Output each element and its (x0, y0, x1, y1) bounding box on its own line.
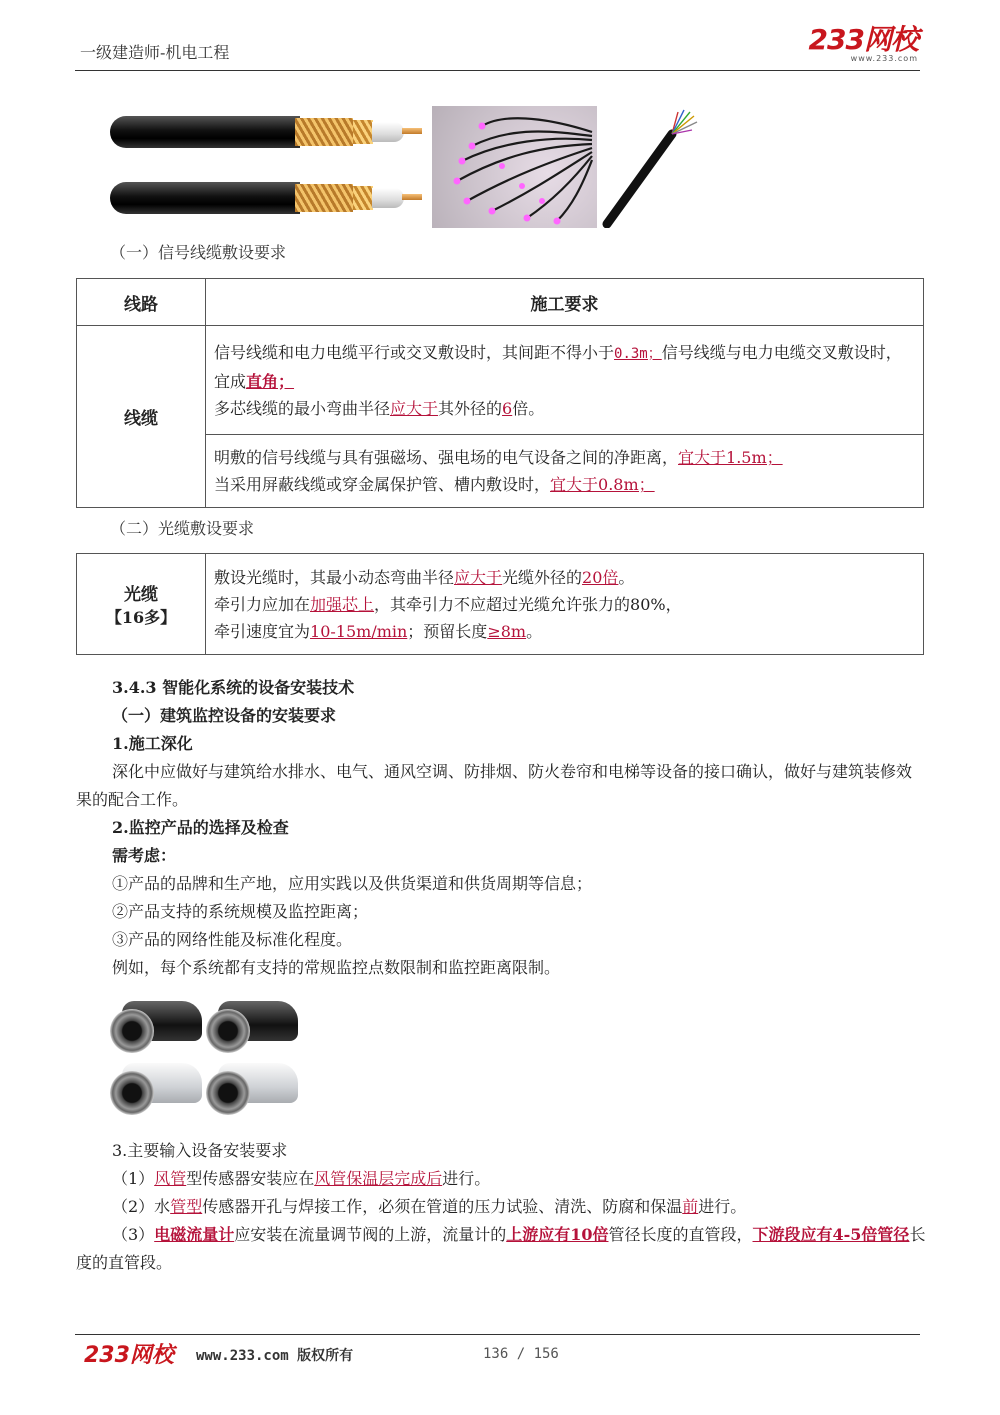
section-heading-343: 3.4.3 智能化系统的设备安装技术 (112, 678, 355, 697)
key-value: 宜大于1.5m； (678, 448, 783, 467)
key-value: 6 (502, 398, 513, 418)
list-item: （1）风管型传感器安装应在风管保温层完成后进行。 (112, 1169, 491, 1188)
cell-text: 倍。 (512, 398, 545, 418)
cell-text: 光缆外径的 (502, 567, 583, 587)
key-value: ≥8m (487, 621, 527, 641)
footer-logo: 233网校 (84, 1343, 174, 1368)
row-label-optic (77, 554, 206, 655)
key-value: 20倍 (582, 567, 619, 587)
cell-text: 信号线缆和电力电缆平行或交叉敷设时，其间距不得小于 (214, 342, 615, 362)
cell-text: 敷设光缆时，其最小动态弯曲半径 (214, 567, 455, 587)
subsection-heading: （一）建筑监控设备的安装要求 (112, 706, 337, 725)
column-header-route: 线路 (77, 279, 206, 326)
page-number: 136 / 156 (483, 1346, 559, 1362)
table-cell (206, 326, 924, 435)
camera-images (110, 995, 305, 1120)
cable-images (110, 106, 710, 228)
item-heading: 3.主要输入设备安装要求 (112, 1141, 288, 1160)
camera-image (110, 995, 202, 1055)
key-value: 前 (682, 1197, 699, 1216)
key-value: 加强芯上 (310, 594, 375, 614)
column-header-requirements: 施工要求 (206, 279, 924, 326)
key-value: 应大于 (454, 567, 503, 587)
cell-text: ；预留长度 (407, 621, 488, 641)
list-item: （3）电磁流量计应安装在流量调节阀的上游，流量计的上游应有10倍管径长度的直管段，下游段应有4-5倍管径长度的直管段。 (76, 1225, 926, 1272)
paragraph: 深化中应做好与建筑给水排水、电气、通风空调、防排烟、防火卷帘和电梯等设备的接口确认，做好与建筑装修效果的配合工作。 (76, 762, 913, 809)
table-cell (206, 435, 924, 508)
key-value: 宜大于0.8m； (550, 475, 655, 494)
body-content (76, 674, 926, 1277)
key-value: 下游段应有4-5倍管径 (752, 1225, 910, 1244)
camera-image (206, 995, 298, 1055)
footer-copyright: www.233.com 版权所有 (196, 1348, 354, 1364)
key-value: 风管保温层完成后 (314, 1169, 443, 1188)
item-heading: 1.施工深化 (112, 734, 193, 753)
key-value: 10-15m/min (310, 621, 408, 641)
cell-text: 牵引速度宜为 (214, 621, 311, 641)
header-divider (75, 70, 920, 71)
cell-text: 明敷的信号线缆与具有强磁场、强电场的电气设备之间的净距离， (214, 448, 679, 467)
key-value: 上游应有10倍 (506, 1225, 609, 1244)
list-item: ③产品的网络性能及标准化程度。 (112, 930, 353, 949)
cell-text: 牵引力应加在 (214, 594, 311, 614)
list-item: ②产品支持的系统规模及监控距离； (112, 902, 369, 921)
cell-text: 当采用屏蔽线缆或穿金属保护管、槽内敷设时， (214, 475, 551, 494)
optic-cable-heading: （二）光缆敷设要求 (110, 519, 255, 538)
table-cell (206, 554, 924, 655)
key-value: 直角； (246, 371, 295, 391)
cell-text: ，其牵引力不应超过光缆允许张力的80%， (374, 594, 682, 614)
cell-text: 。 (526, 621, 543, 641)
camera-image (110, 1057, 202, 1117)
signal-cable-heading: （一）信号线缆敷设要求 (110, 243, 287, 262)
key-value: 应大于 (390, 398, 439, 418)
logo-url: www.233.com (850, 54, 918, 63)
exam-tag: 【16多】 (105, 608, 177, 627)
key-value: 风管 (154, 1169, 187, 1188)
cell-text: 。 (618, 567, 635, 587)
camera-image (206, 1057, 298, 1117)
header-logo (808, 23, 918, 63)
key-value: 管型 (170, 1197, 203, 1216)
footer-divider (75, 1334, 920, 1335)
consider-label: 需考虑： (112, 846, 177, 865)
optic-label: 光缆 (124, 585, 158, 605)
key-value: 电磁流量计 (154, 1225, 235, 1244)
example-text: 例如，每个系统都有支持的常规监控点数限制和监控距离限制。 (112, 958, 561, 977)
optic-cable-table (76, 553, 924, 655)
key-value: 0.3m； (614, 345, 662, 362)
list-item: （2）水管型传感器开孔与焊接工作，必须在管道的压力试验、清洗、防腐和保温前进行。 (112, 1197, 747, 1216)
logo-text: 233网校 (808, 23, 918, 56)
row-label-cable: 线缆 (77, 326, 206, 508)
optic-cable-image (602, 106, 710, 228)
header-title: 一级建造师-机电工程 (80, 43, 230, 62)
cell-text: 其外径的 (438, 398, 503, 418)
item-heading: 2.监控产品的选择及检查 (112, 818, 289, 837)
cell-text: 信号线缆与电力电缆交叉敷设时，宜成 (214, 342, 902, 391)
cell-text: 多芯线缆的最小弯曲半径 (214, 398, 391, 418)
fiber-optic-photo (432, 106, 597, 228)
list-item: ①产品的品牌和生产地，应用实践以及供货渠道和供货周期等信息； (112, 874, 593, 893)
signal-cable-table (76, 278, 924, 508)
